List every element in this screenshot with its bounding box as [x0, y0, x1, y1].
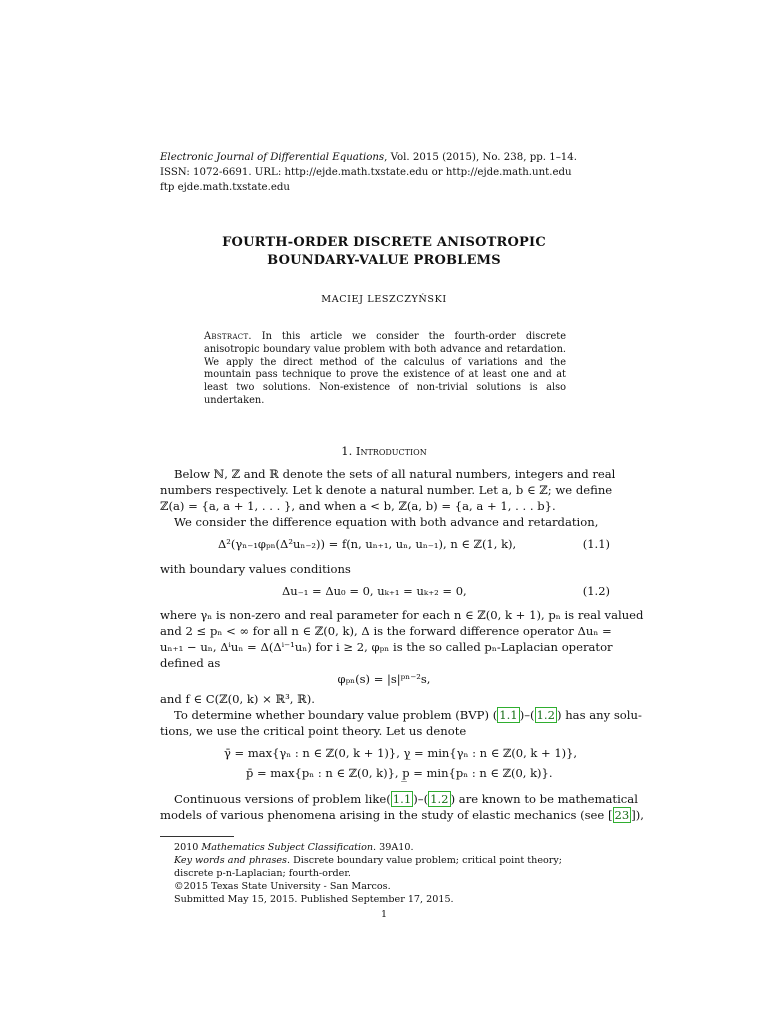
keywords-label: Key words and phrases.	[174, 855, 291, 866]
equation-number-1-1: (1.1)	[582, 537, 610, 551]
keywords-value: Discrete boundary value problem; critical point theory;	[290, 855, 563, 866]
body-text: To determine whether boundary value problem (BVP)	[174, 708, 493, 722]
equation-1-1: Δ²(γₙ₋₁φₚₙ(Δ²uₙ₋₂)) = f(n, uₙ₊₁, uₙ, uₙ₋₁), n ∈ ℤ(1, k),	[218, 537, 517, 551]
body-text: has any solu-	[561, 708, 642, 722]
body-text: models of various phenomena arising in the study of elastic mechanics (see [	[160, 808, 613, 822]
msc-value: 39A10.	[376, 842, 414, 853]
body-line: Below ℕ, ℤ and ℝ denote the sets of all natural numbers, integers and real	[174, 467, 616, 481]
abstract	[204, 331, 566, 408]
body-line: where γₙ is non-zero and real parameter for each n ∈ ℤ(0, k + 1), pₙ is real valued	[160, 608, 644, 622]
equation-1-2: Δu₋₁ = Δu₀ = 0, uₖ₊₁ = uₖ₊₂ = 0,	[282, 584, 467, 598]
journal-name: Electronic Journal of Differential Equations	[160, 152, 385, 163]
body-text: are known to be mathematical	[455, 792, 638, 806]
equation-gamma-bounds: γ̄ = max{γₙ : n ∈ ℤ(0, k + 1)}, γ̲ = min{γₙ : n ∈ ℤ(0, k + 1)},	[224, 746, 578, 760]
journal-header-line-3: ftp ejde.math.txstate.edu	[160, 182, 290, 193]
body-line: To determine whether boundary value problem (BVP) ( 1.1 )–( 1.2 ) has any solu-	[174, 708, 642, 722]
equation-p-bounds: p̄ = max{pₙ : n ∈ ℤ(0, k)}, p̲ = min{pₙ : n ∈ ℤ(0, k)}.	[246, 766, 553, 780]
body-line	[160, 807, 644, 823]
body-line: and f ∈ C(ℤ(0, k) × ℝ³, ℝ).	[160, 692, 315, 706]
page-number: 1	[380, 909, 388, 920]
citation-ref-23[interactable]: 23	[614, 808, 630, 822]
body-line: defined as	[160, 656, 221, 670]
equation-ref-1-1[interactable]: 1.1	[499, 708, 518, 722]
journal-volume-info: , Vol. 2015 (2015), No. 238, pp. 1–14.	[384, 152, 577, 163]
author-name: MACIEJ LESZCZYŃSKI	[321, 294, 447, 305]
section-number: 1.	[341, 444, 356, 458]
footnote-msc	[174, 842, 414, 855]
body-line: and 2 ≤ pₙ < ∞ for all n ∈ ℤ(0, k), Δ is the forward difference operator Δuₙ =	[160, 624, 612, 638]
abstract-label: Abstract.	[204, 331, 252, 342]
footnote-submitted: Submitted May 15, 2015. Published September 17, 2015.	[174, 894, 454, 905]
paper-title-line-1: FOURTH-ORDER DISCRETE ANISOTROPIC	[222, 235, 546, 250]
body-line: numbers respectively. Let k denote a natural number. Let a, b ∈ ℤ; we define	[160, 483, 613, 497]
footnote-keywords-line-2: discrete p-n-Laplacian; fourth-order.	[174, 868, 351, 879]
msc-label: Mathematics Subject Classification.	[201, 842, 377, 853]
body-line: tions, we use the critical point theory. Let us denote	[160, 724, 467, 738]
equation-number-1-2: (1.2)	[582, 584, 610, 598]
range-dash: –	[417, 792, 424, 806]
footnote-copyright: ©2015 Texas State University - San Marcos.	[174, 881, 391, 892]
abstract-text: In this article we consider the fourth-order discrete anisotropic boundary value problem with both advance and retardation. We apply the direct method of the calculus of variations and the mountain pass technique to prove the existence of at least one and at least two solutions. Non-existence of non-trivial solutions is also undertaken.	[204, 331, 566, 406]
body-line: Continuous versions of problem like( 1.1 )–( 1.2 ) are known to be mathematical	[174, 792, 638, 806]
section-heading	[0, 444, 768, 458]
footnote-rule	[160, 836, 234, 837]
body-line: with boundary values conditions	[160, 562, 351, 576]
equation-ref-1-2[interactable]: 1.2	[536, 708, 555, 722]
body-line: ℤ(a) = {a, a + 1, . . . }, and when a < b, ℤ(a, b) = {a, a + 1, . . . b}.	[160, 499, 556, 513]
body-text: ]),	[631, 808, 644, 822]
section-title: Introduction	[355, 444, 427, 458]
journal-header-line-2: ISSN: 1072-6691. URL: http://ejde.math.txstate.edu or http://ejde.math.unt.edu	[160, 167, 572, 178]
paper-title-line-2: BOUNDARY-VALUE PROBLEMS	[267, 253, 501, 268]
equation-ref-1-1[interactable]: 1.1	[392, 792, 412, 806]
body-line: uₙ₊₁ − uₙ, Δⁱuₙ = Δ(Δⁱ⁻¹uₙ) for i ≥ 2, φₚₙ is the so called pₙ-Laplacian operator	[160, 640, 613, 654]
journal-header-line-1	[160, 151, 577, 165]
msc-year: 2010	[174, 842, 202, 853]
range-dash: –	[524, 708, 531, 722]
body-text: Continuous versions of problem like	[174, 792, 387, 806]
footnote-keywords	[174, 855, 562, 868]
body-line: We consider the difference equation with both advance and retardation,	[174, 515, 599, 529]
equation-ref-1-2[interactable]: 1.2	[430, 792, 449, 806]
equation-phi: φₚₙ(s) = |s|ᵖⁿ⁻²s,	[337, 672, 431, 686]
